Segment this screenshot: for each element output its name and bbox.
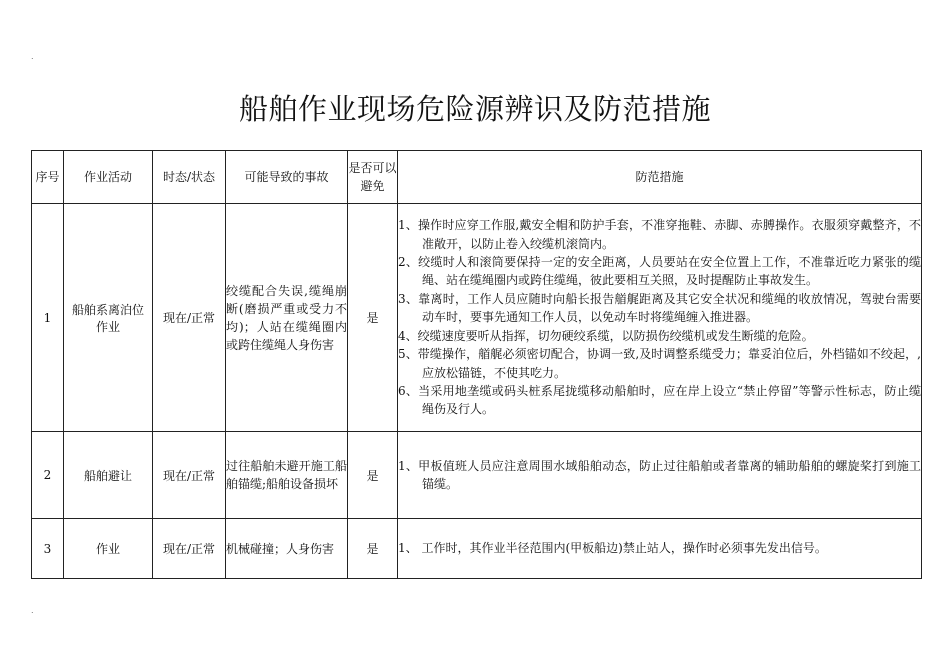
cell-hazard: 机械碰撞；人身伤害 <box>226 519 348 579</box>
measure-item: 4、绞缆速度要听从指挥，切勿硬绞系缆，以防损伤绞缆机或发生断缆的危险。 <box>398 328 814 343</box>
cell-activity: 作业 <box>64 519 153 579</box>
header-measures: 防范措施 <box>398 151 922 204</box>
measure-item: 1、 工作时，其作业半径范围内(甲板船边)禁止站人，操作时必须事先发出信号。 <box>398 541 827 556</box>
corner-mark-bottom: . <box>31 606 34 615</box>
table-row <box>32 204 922 432</box>
header-activity: 作业活动 <box>64 151 153 204</box>
cell-hazard: 绞缆配合失误,缆绳崩断(磨损严重或受力不均)；人站在缆绳圈内或跨住缆绳人身伤害 <box>226 204 348 432</box>
cell-state: 现在/正常 <box>153 519 226 579</box>
cell-measures <box>398 432 922 519</box>
hazard-table <box>31 150 922 579</box>
corner-mark-top: . <box>31 52 34 61</box>
cell-state: 现在/正常 <box>153 204 226 432</box>
measure-item: 6、当采用地垄缆或码头桩系尾拢缆移动船舶时，应在岸上设立“禁止停留”等警示性标志，防止缆绳伤及行人。 <box>398 383 921 417</box>
page-title: 船舶作业现场危险源辨识及防范措施 <box>238 92 711 127</box>
cell-no: 3 <box>32 519 64 579</box>
cell-hazard: 过往船舶未避开施工船舶锚缆;船舶设备损坏 <box>226 432 348 519</box>
header-avoidable: 是否可以避免 <box>348 151 398 204</box>
measure-item: 1、操作时应穿工作服,戴安全帽和防护手套，不准穿拖鞋、赤脚、赤膊操作。衣服须穿戴整齐，不准敞开，以防止卷入绞缆机滚筒内。 <box>398 218 921 251</box>
cell-avoidable: 是 <box>348 432 398 519</box>
cell-activity: 船舶避让 <box>64 432 153 519</box>
cell-measures <box>398 519 922 579</box>
cell-avoidable: 是 <box>348 519 398 579</box>
measure-item: 5、带缆操作，艏艉必须密切配合，协调一致,及时调整系缆受力；靠妥泊位后，外档锚如不绞起，,应放松锚链，不使其吃力。 <box>398 347 921 380</box>
cell-activity: 船舶系离泊位作业 <box>64 204 153 432</box>
cell-no: 1 <box>32 204 64 432</box>
table-row <box>32 432 922 519</box>
cell-state: 现在/正常 <box>153 432 226 519</box>
measure-item: 2、绞缆时人和滚筒要保持一定的安全距离，人员要站在安全位置上工作，不准靠近吃力紧张的缆绳、站在缆绳圈内或跨住缆绳，彼此要相互关照，及时提醒防止事故发生。 <box>398 255 921 288</box>
header-no: 序号 <box>32 151 64 204</box>
measure-item: 3、靠离时，工作人员应随时向船长报告艏艉距离及其它安全状况和缆绳的收放情况，驾驶台需要动车时，要事先通知工作人员，以免动车时将缆绳缠入推进器。 <box>398 291 921 325</box>
table-row <box>32 519 922 579</box>
cell-avoidable: 是 <box>348 204 398 432</box>
header-hazard: 可能导致的事故 <box>226 151 348 204</box>
cell-no: 2 <box>32 432 64 519</box>
cell-measures <box>398 204 922 432</box>
header-state: 时态/状态 <box>153 151 226 204</box>
table-header-row <box>32 151 922 204</box>
measure-item: 1、甲板值班人员应注意周围水域船舶动态，防止过往船舶或者靠离的辅助船舶的螺旋桨打到施工锚缆。 <box>398 458 921 491</box>
